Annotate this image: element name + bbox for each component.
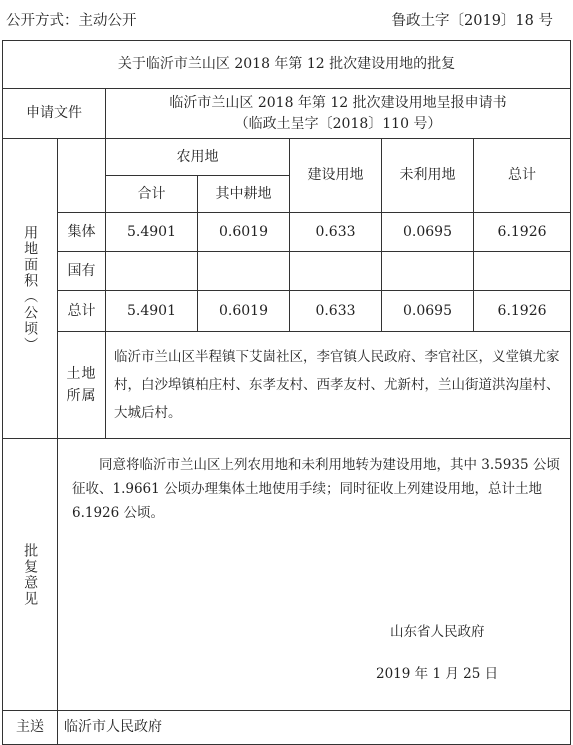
document-number: 鲁政土字〔2019〕18 号 [391, 13, 553, 29]
disclosure-type: 公开方式：主动公开 [6, 13, 137, 29]
opinion-label-cell [3, 439, 58, 711]
unused-value [382, 252, 474, 291]
total-value [474, 252, 571, 291]
document-header [0, 0, 573, 40]
land-area-label-cell [3, 139, 58, 439]
total-header: 总计 [474, 139, 571, 213]
signatory: 山东省人民政府 [390, 624, 485, 640]
ownership-label: 土地所属 [66, 366, 97, 404]
application-document [106, 89, 571, 139]
recipient: 临沂市人民政府 [58, 711, 571, 745]
opinion-label: 批复意见 [22, 542, 39, 607]
approval-date: 2019 年 1 月 25 日 [376, 666, 499, 682]
empty-header-cell [58, 139, 106, 213]
opinion-text: 同意将临沂市兰山区上列农用地和未利用地转为建设用地，其中 3.5935 公顷征收、1.9661 公顷办理集体土地使用手续；同时征收上列建设用地，总计土地 6.1926 公顷。 [72, 457, 560, 521]
cultivated-value [198, 252, 290, 291]
farmland-header: 农用地 [106, 139, 290, 176]
row-label: 集体 [58, 213, 106, 252]
cultivated-value: 0.6019 [198, 213, 290, 252]
opinion-cell [58, 439, 571, 711]
document-title: 关于临沂市兰山区 2018 年第 12 批次建设用地的批复 [3, 41, 571, 89]
recipient-label: 主送 [3, 711, 58, 745]
row-label: 总计 [58, 291, 106, 332]
table-row [3, 213, 571, 252]
application-line-1: 临沂市兰山区 2018 年第 12 批次建设用地呈报申请书 [169, 95, 507, 112]
total-value: 6.1926 [474, 291, 571, 332]
unused-value: 0.0695 [382, 213, 474, 252]
application-label: 申请文件 [3, 89, 106, 139]
application-line-2: （临政土呈字〔2018〕110 号） [234, 115, 442, 132]
ownership-text: 临沂市兰山区半程镇下艾崮社区，李官镇人民政府、李官社区，义堂镇尤家村，白沙埠镇柏庄村、东孝友村、西孝友村、尤新村，兰山街道洪沟崖村、大城后村。 [106, 332, 571, 439]
approval-form-table [2, 40, 571, 745]
table-row [3, 252, 571, 291]
subtotal-header: 合计 [106, 176, 198, 213]
construction-value [290, 252, 382, 291]
row-label: 国有 [58, 252, 106, 291]
total-value: 6.1926 [474, 213, 571, 252]
construction-value: 0.633 [290, 213, 382, 252]
construction-value: 0.633 [290, 291, 382, 332]
subtotal-value: 5.4901 [106, 213, 198, 252]
subtotal-value: 5.4901 [106, 291, 198, 332]
cultivated-header: 其中耕地 [198, 176, 290, 213]
ownership-label-cell [58, 332, 106, 439]
land-area-label: 用地面积（公顷） [22, 224, 39, 353]
unused-header: 未利用地 [382, 139, 474, 213]
unused-value: 0.0695 [382, 291, 474, 332]
construction-header: 建设用地 [290, 139, 382, 213]
cultivated-value: 0.6019 [198, 291, 290, 332]
table-row [3, 291, 571, 332]
subtotal-value [106, 252, 198, 291]
